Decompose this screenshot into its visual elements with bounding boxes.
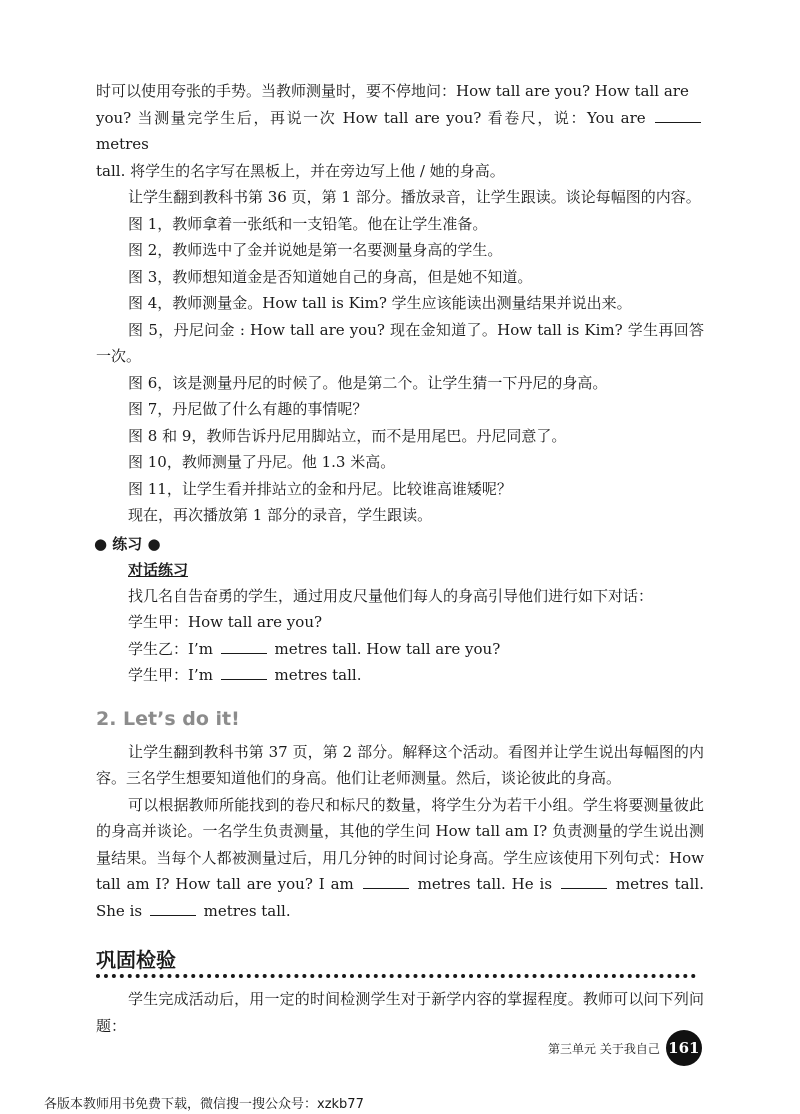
dialog-line-b-start: 学生乙：I’m [128,639,213,658]
answer-blank [221,639,267,654]
page-number-badge: 161 [666,1030,702,1066]
dialog-line-a2-end: metres tall. [274,666,362,684]
instruction-4: 图 4，教师测量金。How tall is Kim? 学生应该能读出测量结果并说出来。 [128,294,632,312]
intro-line-2: you? 当测量完学生后，再说一次 How tall are you? 看卷尺，说：You are [96,108,646,127]
dialog-line-a2 [96,662,704,689]
intro-paragraph [96,78,704,184]
practice-heading: ● 练习 ● [94,534,161,553]
intro-line-3: tall. 将学生的名字写在黑板上，并在旁边写上他 / 她的身高。 [96,161,505,180]
para2-start: 可以根据教师所能找到的卷尺和标尺的数量，将学生分为若干小组。学生将要测量彼此的身高并谈论。一名学生负责测量，其他的学生问 How tall am I? 负责测量的学生说出测量结果。当每个人都被测量过后，用几分钟的时间讨论身高。学生应该使用下列句式：How tall am I? How tall are you? I am [96,795,704,893]
dialog-line-a1: 学生甲：How tall are you? [128,613,323,631]
instruction-6: 图 6，该是测量丹尼的时候了。他是第二个。让学生猜一下丹尼的身高。 [128,373,608,392]
instruction-2: 图 2，教师选中了金并说她是第一名要测量身高的学生。 [128,241,503,259]
instruction-1: 图 1，教师拿着一张纸和一支铅笔。他在让学生准备。 [128,214,488,233]
answer-blank [655,108,701,123]
dialog-line-a2-start: 学生甲：I’m [128,666,213,684]
intro-line-1: 时可以使用夸张的手势。当教师测量时，要不停地问：How tall are you? How tall are [96,82,689,100]
instruction-0: 让学生翻到教科书第 36 页，第 1 部分。播放录音，让学生跟读。谈论每幅图的内容。 [128,188,701,206]
watermark-text: 各版本教师用书免费下载，微信搜一搜公众号：xzkb77 [44,1097,364,1112]
instruction-5: 图 5，丹尼问金 : How tall are you? 现在金知道了。How tall is Kim? 学生再回答一次。 [96,320,704,365]
answer-blank [150,901,196,916]
para2-end: metres tall. [203,901,291,920]
consolidation-paragraph: 学生完成活动后，用一定的时间检测学生对于新学内容的掌握程度。教师可以问下列问题： [96,990,704,1035]
instruction-10: 图 11，让学生看并排站立的金和丹尼。比较谁高谁矮呢？ [128,479,512,498]
instruction-8: 图 8 和 9，教师告诉丹尼用脚站立，而不是用尾巴。丹尼同意了。 [128,426,567,445]
lets-do-it-paragraph-2 [96,792,704,925]
lets-do-it-heading: 2. Let’s do it! [96,707,240,730]
dotted-divider [96,974,696,978]
instruction-3: 图 3，教师想知道金是否知道她自己的身高，但是她不知道。 [128,267,533,286]
para2-mid: metres tall. He is [417,875,553,893]
answer-blank [363,874,409,889]
para2-mid2: metres tall. She is [96,875,704,920]
page-body [96,78,704,1039]
dialog-line-b-end: metres tall. How tall are you? [274,639,501,658]
lets-do-it-paragraph-1: 让学生翻到教科书第 37 页，第 2 部分。解释这个活动。看图并让学生说出每幅图的内容。三名学生想要知道他们的身高。他们让老师测量。然后，谈论彼此的身高。 [96,742,704,787]
dialog-intro: 找几名自告奋勇的学生，通过用皮尺量他们每人的身高引导他们进行如下对话： [128,586,654,605]
unit-label: 第三单元 关于我自己 [548,1041,660,1056]
page-footer [548,1030,702,1066]
instruction-11: 现在，再次播放第 1 部分的录音，学生跟读。 [128,506,433,524]
answer-blank [221,665,267,680]
dialog-line-b [96,636,704,663]
answer-blank [561,874,607,889]
instruction-9: 图 10，教师测量了丹尼。他 1.3 米高。 [128,453,396,471]
dialog-practice-title: 对话练习 [128,560,189,579]
consolidation-section [96,946,704,1039]
consolidation-heading: 巩固检验 [96,948,176,972]
intro-line-2-end: metres [96,135,149,153]
instruction-7: 图 7，丹尼做了什么有趣的事情呢？ [128,400,368,418]
